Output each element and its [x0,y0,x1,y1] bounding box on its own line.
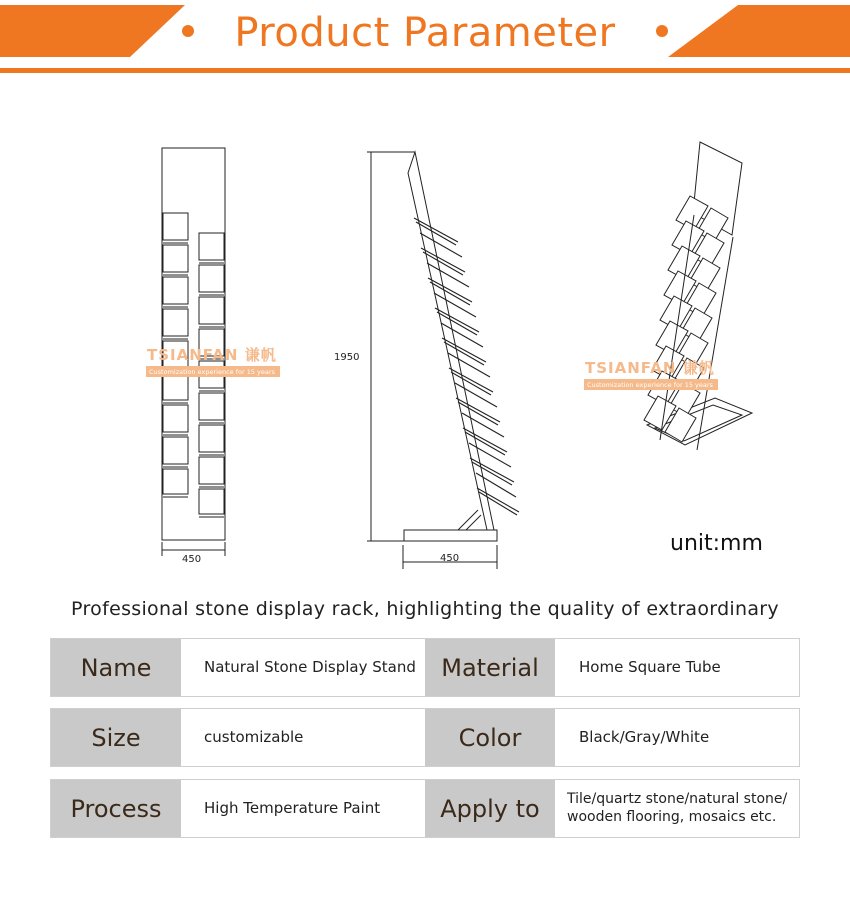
header-banner [0,0,850,75]
param-label: Apply to [425,780,555,837]
param-value: Tile/quartz stone/natural stone/ wooden flooring, mosaics etc. [567,791,788,825]
unit-label: unit:mm [670,531,763,556]
param-label: Name [51,639,181,696]
technical-drawings [0,80,850,580]
param-value: Home Square Tube [579,658,721,677]
param-label: Color [425,709,555,766]
param-label: Process [51,780,181,837]
param-value: Natural Stone Display Stand [204,658,416,677]
param-row [50,638,800,697]
front-width-label: 450 [182,554,202,565]
page-title [0,10,850,56]
watermark-brand-1: TSIANFAN 谦帆 [147,346,277,364]
perspective-view-drawing [644,142,752,450]
side-view-drawing [367,152,519,569]
bullet-dot-right [656,25,668,37]
page-title-text: Product Parameter [234,10,616,56]
param-value: High Temperature Paint [204,799,381,818]
param-value: Black/Gray/White [579,728,710,747]
param-value: customizable [204,728,304,747]
watermark-tagline-1: Customization experience for 15 years [149,368,275,376]
param-row [50,779,800,838]
param-label: Material [425,639,555,696]
side-height-label: 1950 [334,352,360,363]
param-label: Size [51,709,181,766]
bullet-dot-left [182,25,194,37]
caption: Professional stone display rack, highlighting the quality of extraordinary [71,598,779,620]
watermark-brand-2: TSIANFAN 谦帆 [585,359,715,377]
side-width-label: 450 [440,553,460,564]
param-row [50,708,800,767]
watermark-tagline-2: Customization experience for 15 years [587,381,713,389]
